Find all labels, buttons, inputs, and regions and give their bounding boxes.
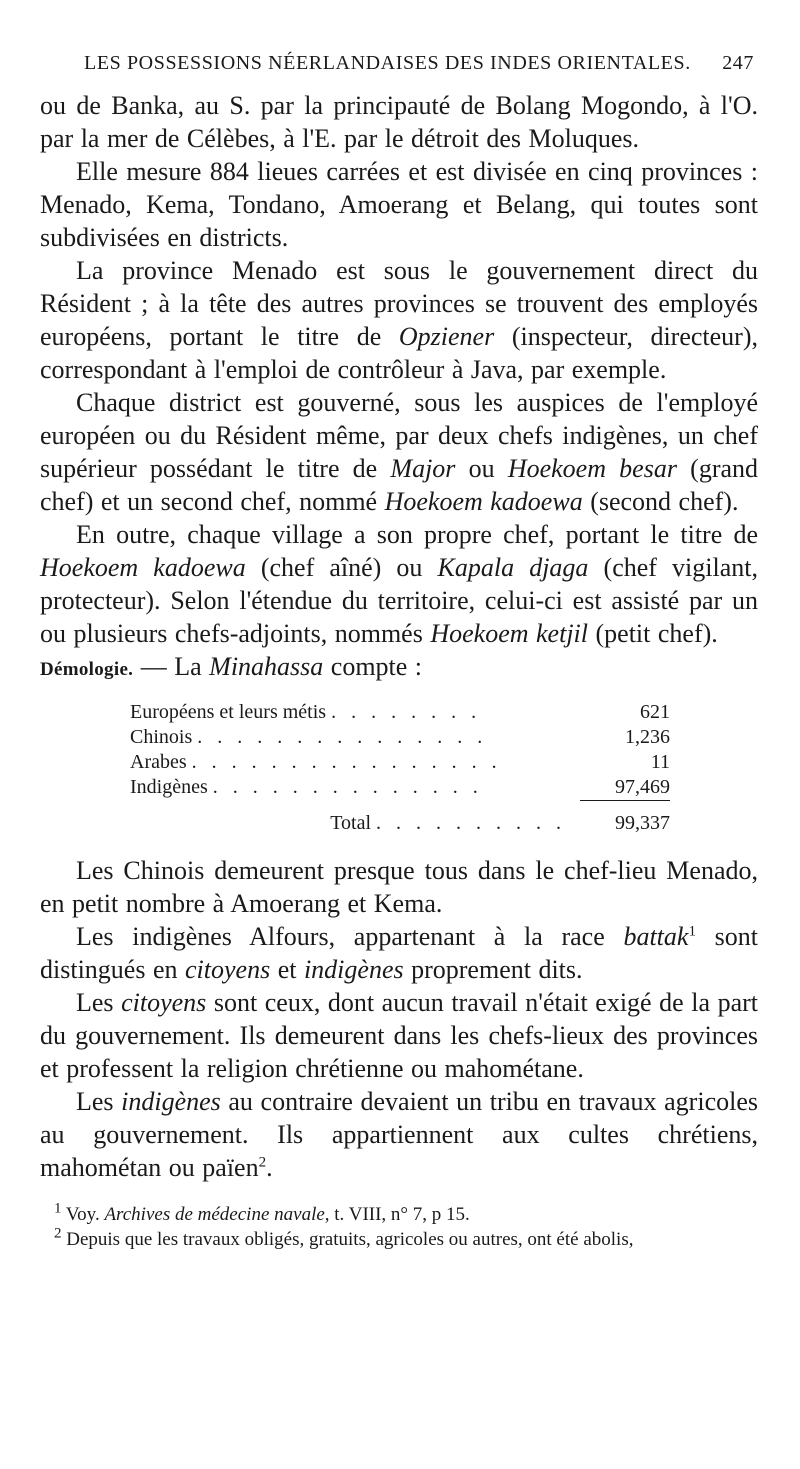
text-run: Les indigènes Alfours, appartenant à la race xyxy=(76,922,624,951)
italic-term: Opziener xyxy=(398,322,495,351)
leader-dots: . . . . . . . . xyxy=(331,701,482,723)
leader-dots: . . . . . . . . . . . . . . . xyxy=(197,726,488,748)
text-run: Les xyxy=(76,1087,122,1116)
text-run: et xyxy=(270,955,304,984)
row-value: 621 xyxy=(640,701,670,723)
total-label xyxy=(130,801,580,837)
footnote-2 xyxy=(40,1227,758,1252)
italic-term: Minahassa xyxy=(209,652,324,681)
table-row xyxy=(130,750,670,775)
leader-dots: . . . . . . . . . . . . . . xyxy=(212,776,483,799)
text-run: au contraire devaient un tribu en travaux agricoles au gouvernement. Ils appartiennent aux cultes chrétiens, mahométan ou païen xyxy=(40,1087,758,1182)
italic-term: Kapala djaga xyxy=(437,553,589,582)
label-text: Arabes xyxy=(130,751,187,773)
body-text-continued xyxy=(40,854,758,1184)
paragraph-4 xyxy=(40,386,758,518)
paragraph-9 xyxy=(40,1085,758,1184)
text-run: , t. VIII, n° 7, p 15. xyxy=(324,1204,470,1225)
label-text: Total xyxy=(330,811,371,834)
row-value: 97,469 xyxy=(615,776,670,798)
text-run: (chef vigilant, protecteur). Selon l'étendue du territoire, celui-ci est assisté par un ou plusieurs chefs-adjoints, nommés xyxy=(40,553,758,648)
paragraph-8 xyxy=(40,986,758,1085)
text-run: (chef aîné) ou xyxy=(245,553,438,582)
total-value: 99,337 xyxy=(580,801,670,837)
text-run: compte : xyxy=(323,652,423,681)
italic-term: citoyens xyxy=(121,988,207,1017)
text-run: Depuis que les travaux obligés, gratuits, agricoles ou autres, ont été abolis, xyxy=(61,1229,634,1250)
italic-term: Hoekoem kadoewa xyxy=(40,553,246,582)
row-value: 1,236 xyxy=(625,726,670,748)
text-run: La province Menado est sous le gouvernement direct du Résident ; à la tête des autres provinces se trouvent des employés européens, portant le titre de xyxy=(40,256,758,351)
paragraph-5 xyxy=(40,518,758,650)
text-run: proprement dits. xyxy=(403,955,583,984)
text-run: Voy. xyxy=(61,1204,105,1225)
footnote-1 xyxy=(40,1202,758,1227)
footnote-ref[interactable]: 1 xyxy=(688,923,696,940)
footnote-ref[interactable]: 2 xyxy=(258,1154,267,1171)
text-run: Les xyxy=(76,988,122,1017)
row-value: 11 xyxy=(650,751,670,773)
paragraph-6: Les Chinois demeurent presque tous dans le chef-lieu Menado, en petit nombre à Amoerang et Kema. xyxy=(40,856,758,918)
italic-term: Archives de médecine navale xyxy=(104,1204,325,1225)
paragraph-2: Elle mesure 884 lieues carrées et est divisée en cinq provinces : Menado, Kema, Tondano, Amoerang et Belang, qui toutes sont subdivisées en districts. xyxy=(40,157,758,252)
section-heading: Démologie. xyxy=(40,659,134,680)
text-run: sont ceux, dont aucun travail n'était exigé de la part du gouvernement. Ils demeurent dans les chefs-lieux des provinces et professent la religion chrétienne ou mahométane. xyxy=(40,988,758,1083)
italic-term: Major xyxy=(390,454,456,483)
paragraph-7 xyxy=(40,920,758,986)
page-number: 247 xyxy=(722,52,754,74)
text-run: — La xyxy=(133,652,210,681)
leader-dots: . . . . . . . . . . . . . . . . xyxy=(191,751,502,773)
italic-term: Hoekoem ketjil xyxy=(430,619,588,648)
footnotes xyxy=(40,1202,758,1252)
label-text: Européens et leurs métis xyxy=(130,701,327,723)
text-run: . xyxy=(266,1153,273,1182)
text-run: (second chef). xyxy=(582,487,739,516)
footnote-mark: 2 xyxy=(54,1225,62,1242)
total-row xyxy=(130,801,670,837)
italic-term: citoyens xyxy=(185,955,271,984)
text-run: (inspecteur, directeur), correspondant à l'emploi de contrôleur à Java, par exemple. xyxy=(40,322,758,384)
italic-term: Hoekoem kadoewa xyxy=(384,487,583,516)
text-run: Chaque district est gouverné, sous les auspices de l'employé européen ou du Résident même, par deux chefs indigènes, un chef supérieur possédant le titre de xyxy=(40,388,758,483)
population-table xyxy=(130,700,670,836)
text-run: (petit chef). xyxy=(588,619,718,648)
row-label xyxy=(130,750,580,775)
text-run: En outre, chaque village a son propre chef, portant le titre de xyxy=(76,520,758,549)
label-text: Chinois xyxy=(130,726,193,748)
text-run: sont distingués en xyxy=(40,922,758,984)
label-text: Indigènes xyxy=(130,776,208,799)
italic-term: Hoekoem besar xyxy=(507,454,677,483)
running-header xyxy=(40,52,758,75)
table-row xyxy=(130,700,670,725)
body-text xyxy=(40,89,758,686)
italic-term: indigènes xyxy=(121,1087,221,1116)
text-run: ou xyxy=(455,454,508,483)
running-title: LES POSSESSIONS NÉERLANDAISES DES INDES ORIENTALES. xyxy=(84,52,691,74)
paragraph-1: ou de Banka, au S. par la principauté de Bolang Mogondo, à l'O. par la mer de Célèbes, à l'E. par le détroit des Moluques. xyxy=(40,91,758,153)
row-label xyxy=(130,725,580,750)
row-label xyxy=(130,700,580,725)
footnote-mark: 1 xyxy=(54,1200,62,1217)
table-row xyxy=(130,775,670,801)
row-label xyxy=(130,775,580,801)
italic-term: battak xyxy=(623,922,689,951)
italic-term: indigènes xyxy=(303,955,404,984)
leader-dots: . . . . . . . . . . xyxy=(376,811,566,834)
demology-paragraph xyxy=(40,650,758,686)
paragraph-3 xyxy=(40,254,758,386)
text-run: (grand chef) et un second chef, nommé xyxy=(40,454,759,516)
table-row xyxy=(130,725,670,750)
